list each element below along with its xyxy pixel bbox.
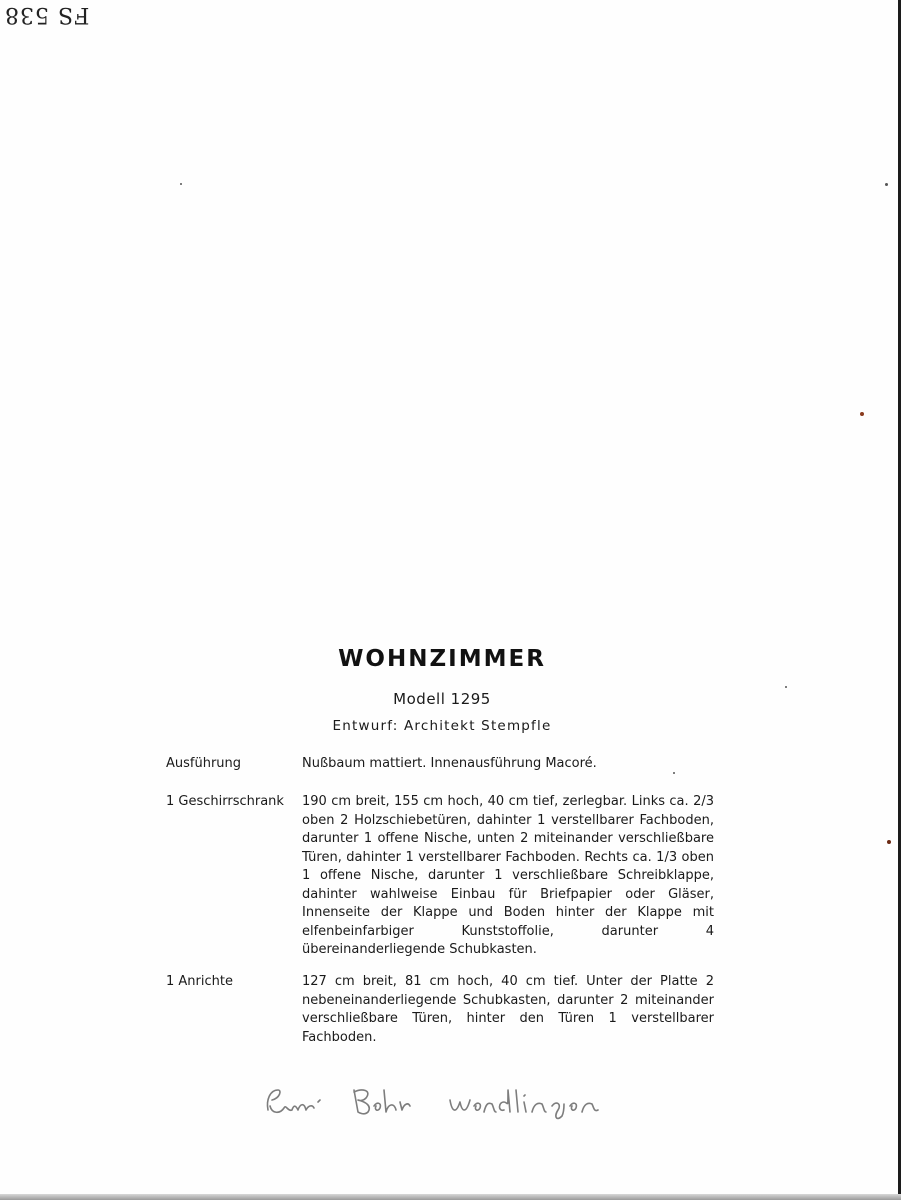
spec-text: Nußbaum mattiert. Innenausführung Macoré. (302, 756, 597, 771)
paper-speck (887, 840, 891, 844)
spec-label: 1 Anrichte (166, 974, 233, 989)
spec-label: 1 Geschirrschrank (166, 794, 284, 809)
paper-speck (860, 412, 864, 416)
scan-edge-bottom (0, 1194, 901, 1200)
handwritten-signature (262, 1076, 742, 1126)
designer-credit: Entwurf: Architekt Stempfle (332, 718, 552, 734)
paper-speck (785, 686, 787, 688)
spec-text: 190 cm breit, 155 cm hoch, 40 cm tief, zerlegbar. Links ca. 2/3 oben 2 Holzschiebetüren, dahinter 1 verstellbarer Fachboden, darunter 1 offene Nische, unten 2 miteinander verschließbare Türen, dahinter 1 verstellbarer Fachboden. Rechts ca. 1/3 oben 1 offene Nische, darunter 1 verschließbare Schreibklappe, dahinter wahlweise Einbau für Briefpapier oder Gläser, Innenseite der Klappe und Boden hinter der Klappe mit elfenbeinfarbiger Kunststoffolie, darunter 4 übereinanderliegende Schubkasten. (302, 794, 714, 957)
paper-speck (885, 183, 888, 186)
spec-label: Ausführung (166, 756, 242, 771)
model-number: Modell 1295 (393, 690, 491, 708)
spec-text: 127 cm breit, 81 cm hoch, 40 cm tief. Unter der Platte 2 nebeneinanderliegende Schubkasten, darunter 2 miteinander verschließbare Türen, hinter den Türen 1 verstellbarer Fachboden. (302, 974, 714, 1045)
archive-number: FS 538 (4, 2, 90, 27)
document-title: WOHNZIMMER (338, 646, 546, 672)
paper-speck (180, 183, 182, 185)
